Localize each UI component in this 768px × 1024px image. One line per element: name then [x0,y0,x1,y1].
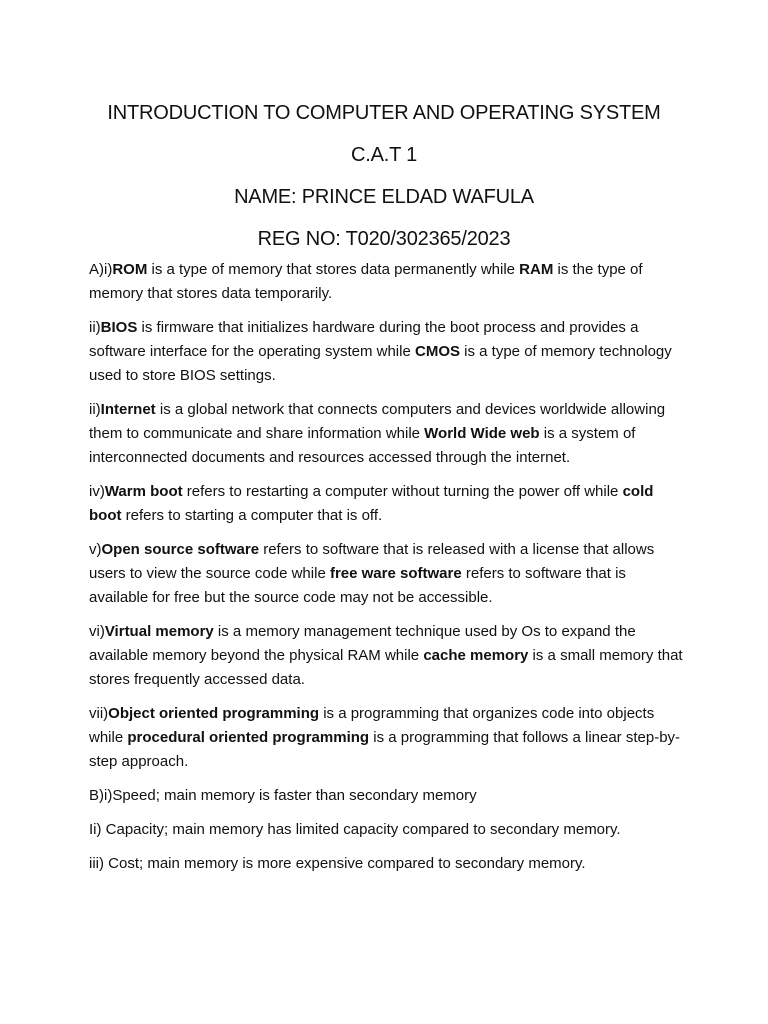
registration-number: REG NO: T020/302365/2023 [257,228,511,250]
term: Virtual memory [104,623,214,640]
term: ROM [112,261,148,278]
term: free ware software [329,565,462,582]
answer-b-ii: Ii) Capacity; main memory has limited capacity compared to secondary memory. [89,821,621,838]
answer-a-vi: vi)Virtual memory is a memory management technique used by Os to expand the available memory beyond the physical RAM while cache memory is a small memory that stores frequently accessed data. [89,623,683,688]
student-name: NAME: PRINCE ELDAD WAFULA [234,186,534,208]
term: Object oriented programming [108,705,320,722]
document-title: INTRODUCTION TO COMPUTER AND OPERATING SYSTEM [107,102,661,124]
term: Open source software [101,541,260,558]
term: procedural oriented programming [127,729,370,746]
cat-label: C.A.T 1 [350,144,418,166]
term: BIOS [100,319,138,336]
term: cold boot [89,483,654,524]
answer-a-vii: vii)Object oriented programming is a programming that organizes code into objects while procedural oriented programming is a programming that follows a linear step-by-step approach. [89,705,681,770]
answer-a-iv: iv)Warm boot refers to restarting a computer without turning the power off while cold boot refers to starting a computer that is off. [89,483,654,524]
term: CMOS [415,343,460,360]
term: World Wide web [424,425,540,442]
term: Warm boot [104,483,183,500]
term: Internet [100,401,156,418]
document-body [89,258,689,886]
answer-a-v: v)Open source software refers to software that is released with a license that allows users to view the source code while free ware software refers to software that is available for free but the source code may not be accessible. [89,541,655,606]
answer-b-iii: iii) Cost; main memory is more expensive compared to secondary memory. [89,855,586,872]
document-header [0,92,768,260]
term: cache memory [423,647,529,664]
term: RAM [519,261,554,278]
answer-a-ii: ii)BIOS is firmware that initializes hardware during the boot process and provides a software interface for the operating system while CMOS is a type of memory technology used to store BIOS settings. [89,319,672,384]
answer-a-iii: ii)Internet is a global network that connects computers and devices worldwide allowing them to communicate and share information while World Wide web is a system of interconnected documents and resources accessed through the internet. [89,401,666,466]
answer-a-i: A)i)ROM is a type of memory that stores data permanently while RAM is the type of memory that stores data temporarily. [89,261,643,302]
answer-b-i: B)i)Speed; main memory is faster than secondary memory [89,787,477,804]
